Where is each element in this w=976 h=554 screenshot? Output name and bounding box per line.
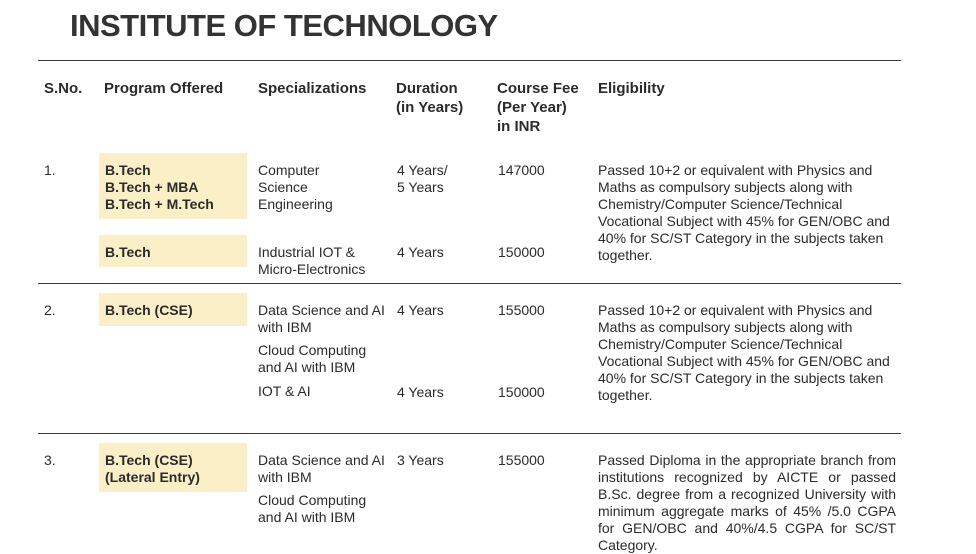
page-title: INSTITUTE OF TECHNOLOGY bbox=[70, 8, 498, 43]
row-3-sno: 3. bbox=[44, 452, 56, 468]
row-2-sno: 2. bbox=[44, 302, 56, 318]
row-2-fee-1: 155000 bbox=[498, 302, 545, 318]
header-sno: S.No. bbox=[44, 80, 83, 97]
row-1-program-1: B.Tech B.Tech + MBA B.Tech + M.Tech bbox=[99, 153, 247, 219]
row-1-spec-1: Computer Science Engineering bbox=[258, 162, 333, 212]
row-1-spec-2: Industrial IOT & Micro-Electronics bbox=[258, 244, 366, 277]
row-1-fee-1: 147000 bbox=[498, 162, 545, 178]
row-2-spec-2: Cloud Computing and AI with IBM bbox=[258, 342, 367, 375]
row-2-eligibility: Passed 10+2 or equivalent with Physics and Maths as compulsory subjects along with Chemistry/Computer Science/Technical Vocational Subject with 45% for GEN/OBC and 40% for SC/ST Category in the subjects taken together. bbox=[598, 302, 890, 403]
row-3-program-1: B.Tech (CSE) (Lateral Entry) bbox=[99, 443, 247, 492]
row-2-duration-2: 4 Years bbox=[397, 384, 444, 400]
row-1-sno: 1. bbox=[44, 162, 56, 178]
row-2-program-1: B.Tech (CSE) bbox=[99, 293, 247, 326]
row-3-eligibility: Passed Diploma in the appropriate branch from institutions recognized by AICTE or passed B.Sc. degree from a recognized University with minimum aggregate marks of 45% /5.0 CGPA for GEN/OBC and 40%/4.5 CGPA for SC/ST Category. bbox=[598, 452, 896, 553]
header-course-fee: Course Fee (Per Year) in INR bbox=[497, 80, 579, 135]
row-3-spec-2: Cloud Computing and AI with IBM bbox=[258, 492, 367, 525]
row-1-duration-2: 4 Years bbox=[397, 244, 444, 260]
header-program: Program Offered bbox=[104, 80, 224, 97]
row-2-duration-1: 4 Years bbox=[397, 302, 444, 318]
row-1-program-2: B.Tech bbox=[99, 235, 247, 267]
row-1-duration-1: 4 Years/ 5 Years bbox=[397, 162, 448, 195]
row-1-fee-2: 150000 bbox=[498, 244, 545, 260]
header-duration: Duration (in Years) bbox=[396, 80, 464, 116]
row-divider bbox=[38, 283, 901, 284]
row-2-fee-2: 150000 bbox=[498, 384, 545, 400]
row-divider bbox=[38, 433, 901, 434]
row-1-eligibility: Passed 10+2 or equivalent with Physics and Maths as compulsory subjects along with Chemistry/Computer Science/Technical Vocational Subject with 45% for GEN/OBC and 40% for SC/ST Category in the subjects taken together. bbox=[598, 162, 890, 263]
row-2-spec-1: Data Science and AI with IBM bbox=[258, 302, 385, 335]
header-top-rule bbox=[38, 60, 901, 61]
header-eligibility: Eligibility bbox=[598, 80, 665, 97]
row-3-fee-1: 155000 bbox=[498, 452, 545, 468]
row-3-spec-1: Data Science and AI with IBM bbox=[258, 452, 385, 485]
row-2-spec-3: IOT & AI bbox=[258, 383, 311, 399]
row-3-duration-1: 3 Years bbox=[397, 452, 444, 468]
header-specializations: Specializations bbox=[258, 80, 367, 97]
